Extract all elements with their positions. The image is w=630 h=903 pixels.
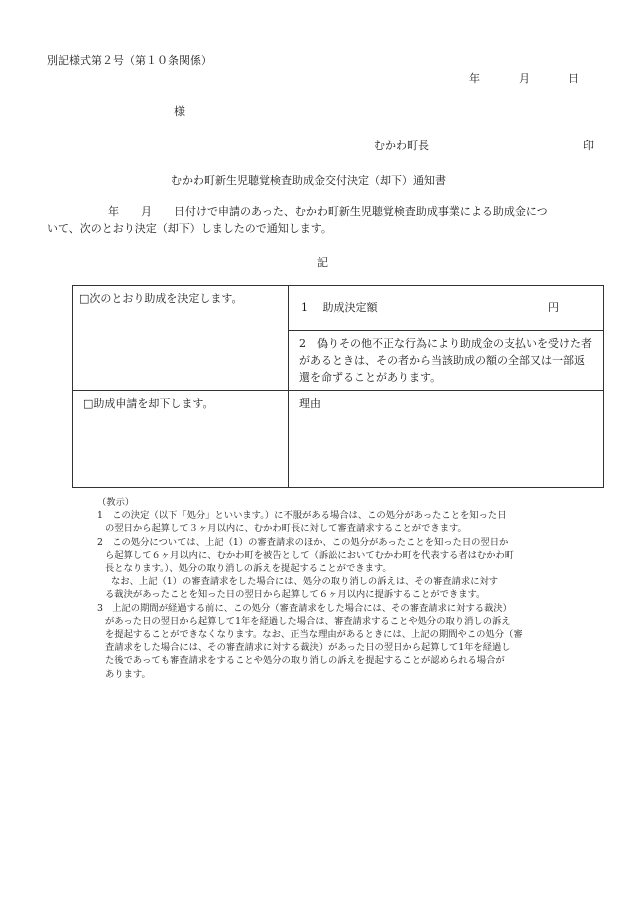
issuer-name: むかわ町長: [374, 139, 429, 152]
note-2-line-4: なお、上記（1）の審査請求をした場合には、処分の取り消しの訴えは、その審査請求に対す: [111, 576, 499, 588]
notes-heading: （教示）: [97, 497, 135, 508]
note-3-line-3: を提起することができなくなります。なお、正当な理由があるときには、上記の期間やこの処分（審: [105, 629, 523, 641]
note-3-line-5: た後であっても審査請求をすることや処分の取り消しの訴えを提起することが認められる場合が: [105, 655, 505, 667]
amount-cell: [289, 286, 604, 331]
approve-cell: [73, 286, 289, 391]
date-year: 年: [469, 72, 480, 85]
form-number: 別記様式第２号（第１０条関係）: [47, 54, 212, 67]
reject-cell: [73, 391, 289, 488]
body-line-1: 年 月 日付けで申請のあった、むかわ町新生児聴覚検査助成事業による助成金につ: [108, 205, 548, 218]
warning-text: 2 偽りその他不正な行為により助成金の支払いを受けた者があるときは、その者から当該助成の額の全部又は一部返還を命ずることがあります。: [299, 337, 592, 384]
ki-heading: 記: [317, 256, 328, 269]
note-1-line-1: 1 この決定（以下「処分」といいます。）に不服がある場合は、この処分があったことを知った日: [97, 510, 507, 522]
note-3-line-4: 査請求をした場合には、その審査請求に対する裁決）があった日の翌日から起算して1年を経過し: [105, 642, 511, 654]
date-month: 月: [519, 72, 530, 85]
date-day: 日: [568, 72, 579, 85]
note-3-line-2: があった日の翌日から起算して1年を経過した場合は、審査請求することや処分の取り消しの訴え: [105, 615, 511, 627]
note-2-line-1: 2 この処分については、上記（1）の審査請求のほか、この処分があったことを知った日の翌日か: [97, 536, 509, 548]
note-3-line-6: あります。: [105, 668, 151, 680]
amount-unit: 円: [548, 301, 559, 314]
approve-checkbox-label: □次のとおり助成を決定します。: [79, 292, 243, 305]
note-2-line-2: ら起算して６ヶ月以内に、むかわ町を被告として（訴訟においてむかわ町を代表する者はむかわ町: [105, 549, 515, 561]
reject-checkbox-label: □助成申請を却下します。: [83, 397, 214, 410]
appeal-notice: [97, 496, 577, 681]
document-title: むかわ町新生児聴覚検査助成金交付決定（却下）通知書: [171, 174, 446, 187]
body-line-2: いて、次のとおり決定（却下）しましたので通知します。: [47, 222, 332, 235]
warning-cell: [289, 331, 604, 391]
addressee-suffix: 様: [174, 105, 185, 118]
note-3-line-1: 3 上記の期間が経過する前に、この処分（審査請求をした場合には、その審査請求に対する裁決）: [97, 602, 512, 614]
amount-label: 1 助成決定額: [301, 301, 378, 314]
note-1-line-2: の翌日から起算して３ヶ月以内に、むかわ町長に対して審査請求することができます。: [105, 523, 467, 535]
reason-cell: [289, 391, 604, 488]
decision-table: [72, 285, 604, 488]
reason-label: 理由: [299, 397, 321, 410]
note-2-line-5: る裁決があったことを知った日の翌日から起算して６ヶ月以内に提訴することができます。: [105, 589, 486, 601]
note-2-line-3: 長となります。）、処分の取り消しの訴えを提起することができます。: [105, 563, 392, 575]
seal-mark: 印: [583, 139, 594, 152]
